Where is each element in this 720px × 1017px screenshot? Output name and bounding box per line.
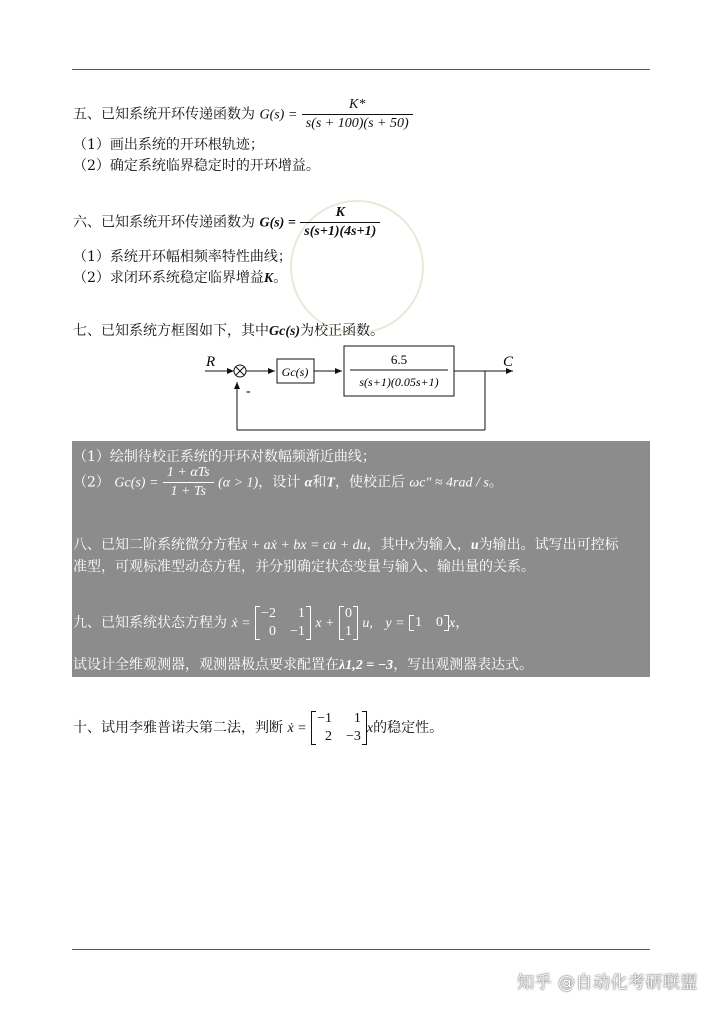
q6-lhs: G(s) = — [259, 215, 296, 231]
q7-text-before: 七、已知系统方框图如下，其中 — [73, 323, 269, 339]
q5-statement — [73, 97, 413, 132]
q6-text: 六、已知系统开环传递函数为 — [73, 214, 255, 231]
q7-item-2-numerator: 1 + αTs — [163, 465, 214, 483]
q9-lhs: ẋ = — [231, 616, 251, 631]
footer-watermark: 知乎 @自动化考研联盟 — [517, 973, 698, 993]
q5-item-1: （1）画出系统的开环根轨迹； — [73, 137, 264, 153]
q10-A-21: 2 — [324, 729, 332, 744]
q8-equation: ẍ + aẋ + bx = cu̇ + du — [241, 538, 367, 553]
q5-item-2: （2）确定系统临界稳定时的开环增益。 — [73, 158, 320, 174]
q7-item-2-lhs: Gc(s) = — [114, 475, 159, 491]
q8-symbol-x: x — [408, 538, 415, 553]
q7-item-2-mid: ，设计 — [258, 474, 301, 491]
q8-symbol-u: u — [470, 538, 479, 553]
q9-x-end: x — [449, 616, 456, 631]
q6-item-2-end: 。 — [273, 270, 288, 286]
q7-statement — [73, 320, 384, 340]
q9-A-12: 1 — [297, 606, 305, 621]
q9-line-2-b: ，写出观测器表达式。 — [393, 657, 534, 673]
diagram-minus-sign: - — [246, 384, 251, 399]
q7-item-2 — [73, 465, 503, 500]
q10-statement — [73, 711, 443, 745]
q8-line-1-b: ，其中 — [366, 537, 409, 553]
q6-statement — [73, 205, 380, 240]
q10-text-b: 的稳定性。 — [373, 720, 444, 736]
diagram-output-label: C — [503, 354, 514, 370]
q9-pole: λ1,2 = −3 — [339, 658, 394, 673]
q7-item-2-T: T — [326, 475, 335, 491]
q10-text-a: 十、试用李雅普诺夫第二法，判断 — [73, 720, 283, 736]
q7-item-2-end: 。 — [488, 474, 503, 491]
q9-B-1: 0 — [344, 606, 352, 621]
bottom-rule — [72, 949, 650, 950]
diagram-input-label: R — [206, 354, 216, 370]
q10-A-22: −3 — [345, 729, 361, 744]
q9-A-22: −1 — [289, 624, 305, 639]
diagram-plant-numerator: 6.5 — [390, 352, 408, 367]
q5-numerator: K* — [302, 97, 413, 115]
q8-line-1 — [73, 534, 619, 554]
q7-item-2-and: 和 — [312, 474, 327, 491]
q7-item-2-tail: ，使校正后 — [334, 474, 405, 491]
q9-A-21: 0 — [268, 624, 276, 639]
q10-x: x — [366, 721, 374, 736]
q9-matrix-B — [339, 606, 358, 640]
q5-lhs: G(s) = — [259, 107, 298, 123]
top-rule — [72, 69, 650, 70]
q5-denominator: s(s + 100)(s + 50) — [305, 116, 409, 131]
q6-numerator: K — [300, 205, 380, 223]
q9-C-1: 1 — [415, 615, 422, 630]
q7-item-2-denominator: 1 + Ts — [170, 484, 206, 499]
q7-item-2-prefix: （2） — [73, 474, 110, 491]
q9-matrix-A — [255, 606, 311, 640]
q7-item-2-fraction — [163, 465, 214, 500]
q6-item-1: （1）系统开环幅相频率特性曲线； — [73, 249, 292, 265]
q7-item-2-condition: (α > 1) — [218, 475, 259, 491]
q5-text: 五、已知系统开环传递函数为 — [73, 106, 255, 123]
q8-line-2: 准型，可观标准型动态方程，并分别确定状态变量与输入、输出量的关系。 — [73, 559, 535, 575]
q7-item-2-requirement: ωc″ ≈ 4rad / s — [409, 475, 489, 491]
q9-matrix-C — [409, 615, 449, 631]
q9-line-2-a: 试设计全维观测器，观测器极点要求配置在 — [73, 657, 339, 673]
q8-line-1-c: 为输入， — [414, 537, 471, 553]
q7-symbol: Gc(s) — [269, 324, 301, 339]
q10-matrix-A — [311, 711, 367, 745]
q10-A-12: 1 — [353, 711, 361, 726]
q5-fraction — [302, 97, 413, 132]
q9-line-1 — [73, 606, 469, 640]
q7-text-after: 为校正函数。 — [300, 323, 385, 339]
diagram-controller-label: Gc(s) — [281, 365, 309, 379]
q6-item-2-text: （2）求闭环系统稳定临界增益 — [73, 270, 264, 286]
q10-A-11: −1 — [317, 711, 332, 726]
q9-u: u, — [362, 616, 373, 631]
q9-x-plus: x + — [315, 616, 335, 631]
q10-lhs: ẋ = — [287, 721, 307, 736]
q9-C-2: 0 — [436, 615, 443, 630]
q6-denominator: s(s+1)(4s+1) — [304, 224, 377, 239]
q6-item-2-symbol: K — [263, 271, 274, 286]
q8-line-1-d: 为输出。试写出可控标 — [478, 537, 619, 553]
q9-A-11: −2 — [261, 606, 276, 621]
q7-item-2-alpha: α — [304, 475, 313, 491]
q9-line-1-a: 九、已知系统状态方程为 — [73, 615, 227, 631]
block-diagram — [0, 340, 720, 440]
q9-B-2: 1 — [344, 624, 352, 639]
q9-y: y = — [385, 616, 405, 631]
q6-item-2 — [73, 267, 287, 287]
q8-line-1-a: 八、已知二阶系统微分方程 — [73, 537, 241, 553]
q9-comma: ， — [455, 615, 470, 631]
diagram-plant-denominator: s(s+1)(0.05s+1) — [359, 375, 439, 389]
q9-line-2 — [73, 654, 533, 674]
q6-fraction — [300, 205, 380, 240]
q7-item-1: （1）绘制待校正系统的开环对数幅频渐近曲线； — [73, 449, 376, 465]
